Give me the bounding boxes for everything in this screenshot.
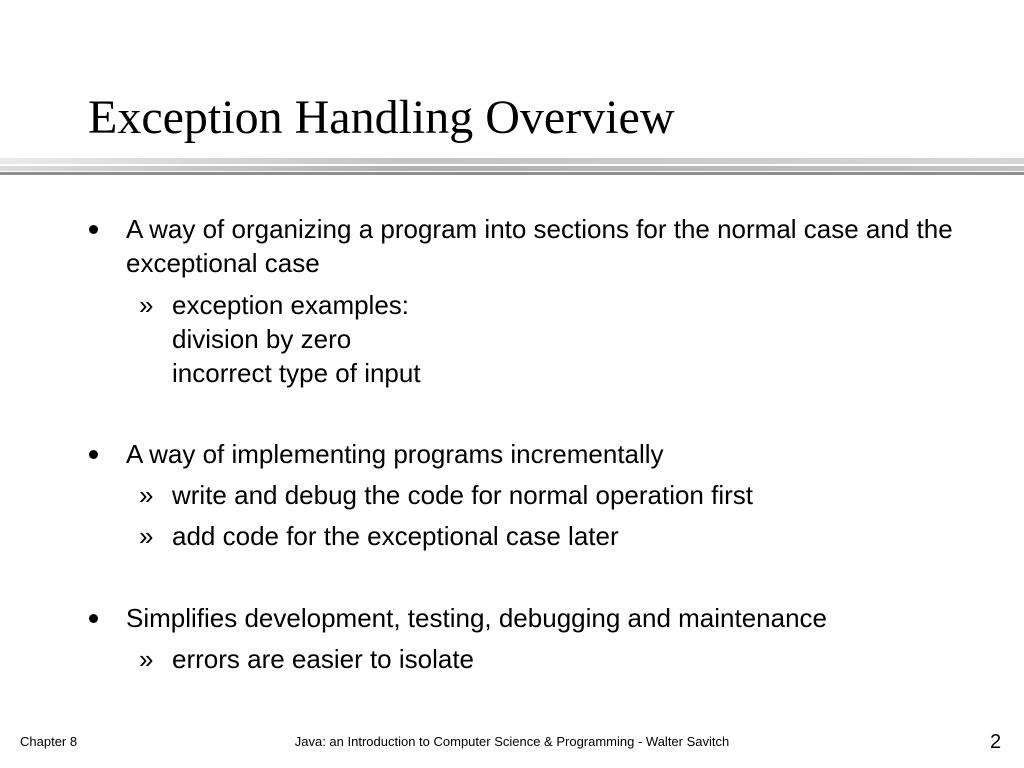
bullet-dot-icon: [89, 225, 98, 234]
footer-chapter: Chapter 8: [20, 734, 78, 749]
title-divider: [0, 158, 1024, 178]
sub-bullet-text: exception examples: division by zero incorrect type of input: [172, 290, 421, 388]
sub-bullet-marker: »: [139, 480, 154, 510]
sub-bullet-text: write and debug the code for normal operation first: [172, 480, 754, 510]
bullet-text: Simplifies development, testing, debugging and maintenance: [126, 603, 828, 633]
bullet-text: A way of implementing programs incrementally: [126, 439, 664, 469]
sub-bullet-text: errors are easier to isolate: [172, 644, 475, 674]
footer-book-title: Java: an Introduction to Computer Science & Programming - Walter Savitch: [294, 734, 730, 749]
bullet-dot-icon: [89, 614, 98, 623]
divider-line-middle: [0, 166, 1024, 171]
slide-title: Exception Handling Overview: [88, 91, 675, 144]
sub-bullet-text: add code for the exceptional case later: [172, 521, 619, 551]
divider-line-bottom: [0, 172, 1024, 175]
bullet-text: A way of organizing a program into sections for the normal case and the exceptional case: [126, 214, 953, 278]
sub-bullet-marker: »: [139, 521, 154, 551]
bullet-dot-icon: [89, 450, 98, 459]
sub-bullet-marker: »: [139, 290, 154, 320]
page-number: 2: [990, 731, 1002, 753]
sub-bullet-marker: »: [139, 644, 154, 674]
divider-line-top: [0, 158, 1024, 164]
